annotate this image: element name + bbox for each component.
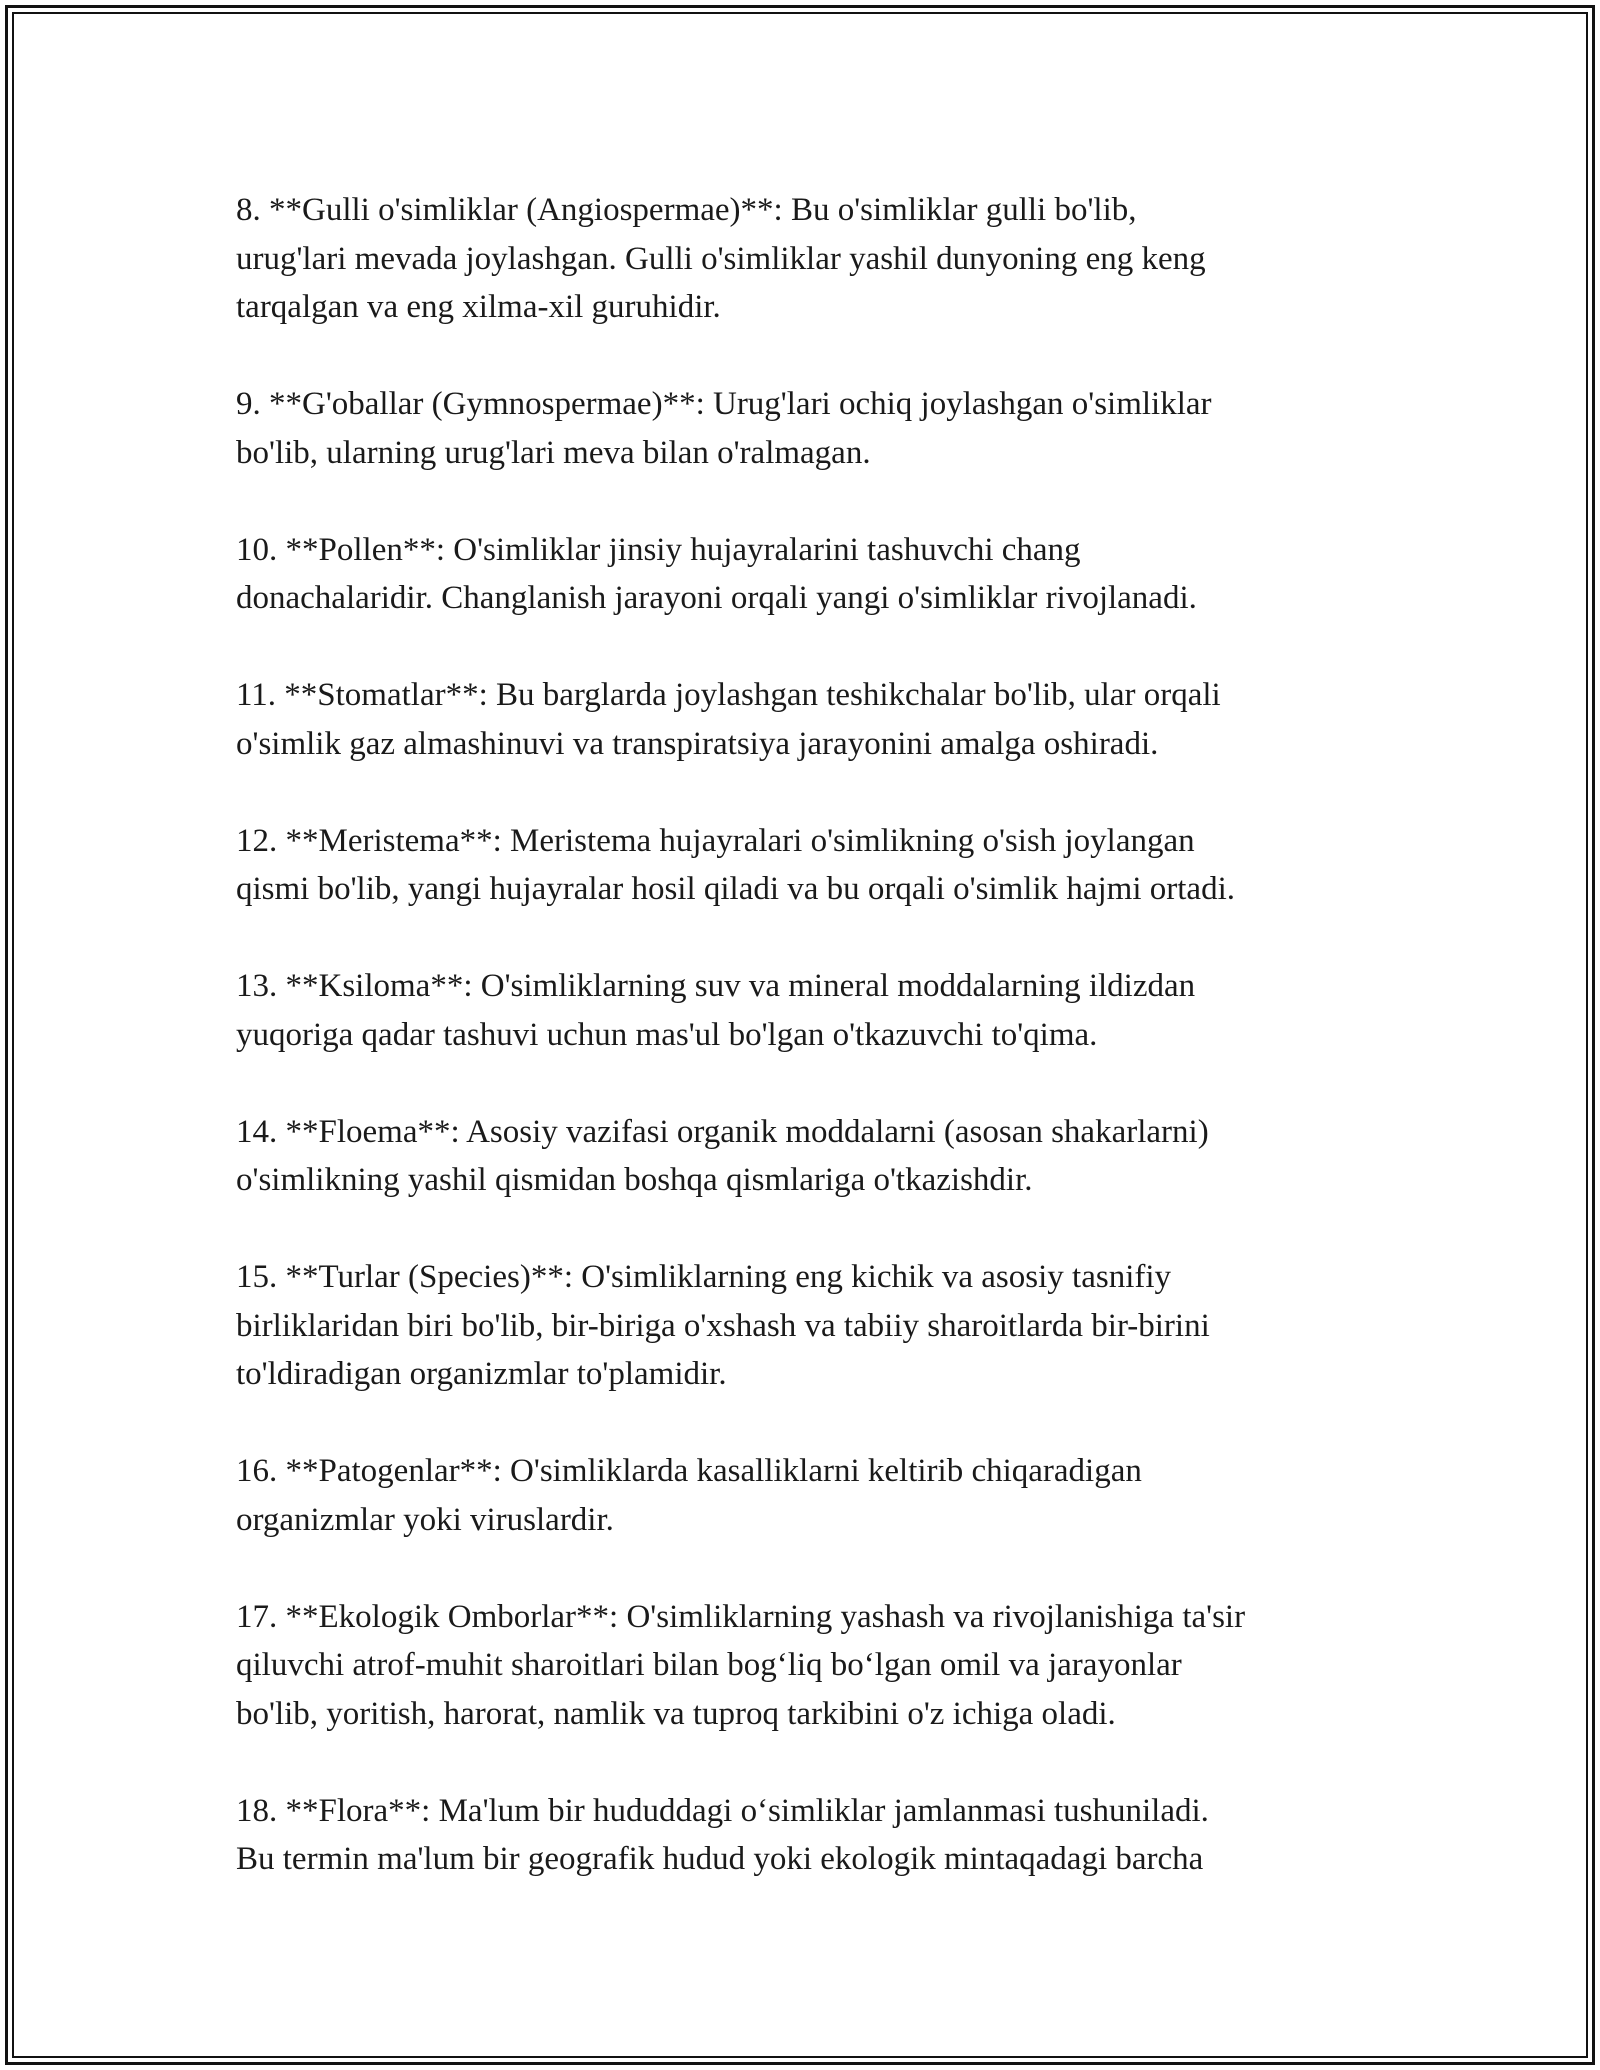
glossary-entry-15 [236, 1253, 1376, 1399]
text-line: o'simlik gaz almashinuvi va transpiratsiya jarayonini amalga oshiradi. [236, 725, 1159, 762]
glossary-entry-14 [236, 1108, 1376, 1205]
glossary-entry-16 [236, 1447, 1376, 1544]
glossary-entry-11 [236, 671, 1376, 768]
text-line: Bu termin ma'lum bir geografik hudud yoki ekologik mintaqadagi barcha [236, 1841, 1204, 1877]
document-body [236, 186, 1376, 1932]
glossary-entry-10 [236, 526, 1376, 623]
glossary-entry-17 [236, 1593, 1376, 1739]
text-line: 15. **Turlar (Species)**: O'simliklarning eng kichik va asosiy tasnifiy [236, 1259, 1172, 1295]
text-line: 12. **Meristema**: Meristema hujayralari o'simlikning o'sish joylangan [236, 822, 1195, 859]
text-line: organizmlar yoki viruslardir. [236, 1501, 614, 1538]
text-line: urug'lari mevada joylashgan. Gulli o'simliklar yashil dunyoning eng keng [236, 240, 1206, 277]
text-line: qiluvchi atrof-muhit sharoitlari bilan bog‘liq bo‘lgan omil va jarayonlar [236, 1647, 1182, 1683]
glossary-entry-9 [236, 380, 1376, 477]
text-line: 8. **Gulli o'simliklar (Angiospermae)**: Bu o'simliklar gulli bo'lib, [236, 192, 1137, 228]
text-line: 16. **Patogenlar**: O'simliklarda kasalliklarni keltirib chiqaradigan [236, 1453, 1142, 1489]
text-line: 17. **Ekologik Omborlar**: O'simliklarning yashash va rivojlanishiga ta'sir [236, 1598, 1246, 1635]
glossary-entry-8 [236, 186, 1376, 332]
text-line: 18. **Flora**: Ma'lum bir hududdagi o‘simliklar jamlanmasi tushuniladi. [236, 1792, 1209, 1829]
text-line: 10. **Pollen**: O'simliklar jinsiy hujayralarini tashuvchi chang [236, 531, 1081, 568]
text-line: 9. **G'oballar (Gymnospermae)**: Urug'lari ochiq joylashgan o'simliklar [236, 386, 1212, 422]
text-line: bo'lib, ularning urug'lari meva bilan o'ralmagan. [236, 434, 871, 471]
glossary-entry-12 [236, 817, 1376, 914]
glossary-entry-18 [236, 1787, 1376, 1884]
text-line: to'ldiradigan organizmlar to'plamidir. [236, 1356, 727, 1392]
glossary-entry-13 [236, 962, 1376, 1059]
text-line: donachalaridir. Changlanish jarayoni orqali yangi o'simliklar rivojlanadi. [236, 580, 1197, 616]
text-line: bo'lib, yoritish, harorat, namlik va tuproq tarkibini o'z ichiga oladi. [236, 1695, 1116, 1732]
text-line: yuqoriga qadar tashuvi uchun mas'ul bo'lgan o'tkazuvchi to'qima. [236, 1016, 1098, 1053]
text-line: 13. **Ksiloma**: O'simliklarning suv va mineral moddalarning ildizdan [236, 968, 1196, 1004]
text-line: 14. **Floema**: Asosiy vazifasi organik moddalarni (asosan shakarlarni) [236, 1113, 1209, 1150]
text-line: qismi bo'lib, yangi hujayralar hosil qiladi va bu orqali o'simlik hajmi ortadi. [236, 871, 1235, 907]
text-line: o'simlikning yashil qismidan boshqa qismlariga o'tkazishdir. [236, 1162, 1033, 1198]
text-line: tarqalgan va eng xilma-xil guruhidir. [236, 289, 721, 325]
text-line: 11. **Stomatlar**: Bu barglarda joylashgan teshikchalar bo'lib, ular orqali [236, 677, 1221, 713]
text-line: birliklaridan biri bo'lib, bir-biriga o'xshash va tabiiy sharoitlarda bir-birini [236, 1307, 1210, 1344]
